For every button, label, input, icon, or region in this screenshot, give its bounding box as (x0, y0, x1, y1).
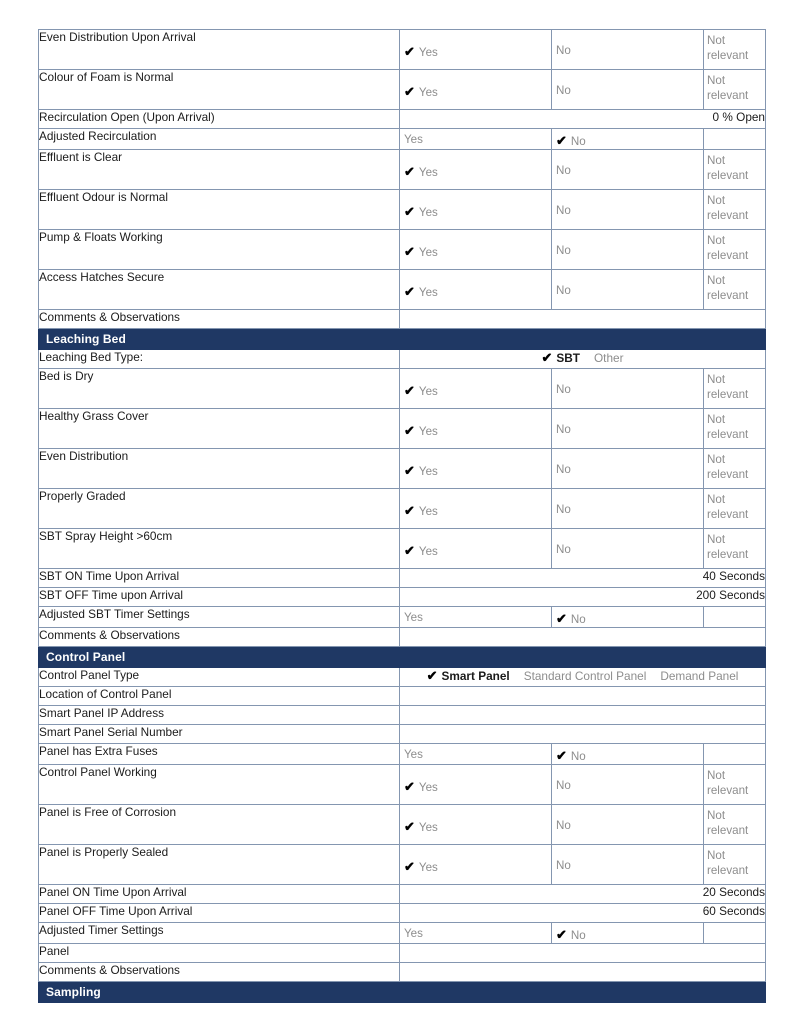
option-label: relevant (707, 168, 749, 182)
option-content (400, 369, 551, 399)
option-label: Not (707, 74, 726, 87)
option-no[interactable] (552, 229, 704, 269)
option-label: Not (707, 848, 726, 862)
option-content (704, 805, 765, 839)
checkmark-icon: ✔ (541, 349, 553, 365)
option-content (704, 765, 765, 799)
option-yes[interactable] (400, 30, 552, 70)
option-content (400, 765, 551, 795)
option-label: No (570, 612, 586, 626)
option-no[interactable] (552, 30, 704, 70)
option-content (400, 744, 551, 762)
table-row (39, 229, 766, 269)
row-value[interactable]: 40 Seconds (400, 568, 766, 587)
option-no[interactable] (552, 488, 704, 528)
option-content (704, 230, 765, 264)
option-label: Not (707, 193, 726, 207)
option-label: Yes (418, 860, 438, 874)
option-content (704, 369, 765, 403)
row-label: Panel is Properly Sealed (39, 844, 400, 884)
option-content (704, 30, 765, 64)
option-yes[interactable] (400, 149, 552, 189)
choice-option[interactable] (660, 669, 738, 683)
option-yes[interactable] (400, 368, 552, 408)
table-row (39, 568, 766, 587)
row-input[interactable] (400, 962, 766, 981)
option-content (400, 529, 551, 559)
row-label: Comments & Observations (39, 627, 400, 646)
option-content (400, 607, 551, 625)
option-label: Yes (418, 86, 438, 99)
option-label: Yes (418, 504, 438, 518)
option-content (400, 805, 551, 835)
option-label: relevant (707, 288, 749, 302)
option-label: Yes (418, 46, 438, 59)
option-label: No (556, 203, 571, 217)
row-input[interactable] (400, 309, 766, 328)
option-no[interactable] (552, 70, 704, 110)
checkmark-icon: ✔ (404, 502, 415, 518)
option-label: Yes (404, 747, 423, 761)
section-header-row (39, 981, 766, 1002)
option-yes[interactable] (400, 189, 552, 229)
table-row (39, 30, 766, 70)
option-content (552, 30, 703, 58)
option-label: No (556, 542, 571, 556)
option-content (400, 270, 551, 300)
option-content (552, 607, 703, 627)
option-content (552, 70, 703, 98)
inspection-checklist-table (38, 29, 766, 1003)
table-row (39, 705, 766, 724)
option-content (400, 30, 551, 60)
option-content (400, 923, 551, 941)
option-yes[interactable] (400, 844, 552, 884)
table-row (39, 724, 766, 743)
checkmark-icon: ✔ (404, 382, 415, 398)
option-label: No (570, 749, 586, 763)
row-label: Adjusted Timer Settings (39, 922, 400, 943)
table-row (39, 743, 766, 764)
row-label: Location of Control Panel (39, 686, 400, 705)
row-input[interactable] (400, 724, 766, 743)
option-label: Not (707, 153, 726, 167)
option-label: Yes (418, 165, 438, 179)
option-yes[interactable] (400, 269, 552, 309)
option-not-relevant[interactable] (704, 528, 766, 568)
row-label: Pump & Floats Working (39, 229, 400, 269)
option-no[interactable] (552, 448, 704, 488)
table-row (39, 269, 766, 309)
option-not-relevant[interactable] (704, 229, 766, 269)
row-value[interactable]: 60 Seconds (400, 903, 766, 922)
table-row (39, 70, 766, 110)
choice-label: Standard Control Panel (523, 668, 647, 683)
option-content (400, 129, 551, 147)
option-label: No (556, 283, 571, 297)
table-row (39, 309, 766, 328)
option-yes[interactable] (400, 743, 552, 764)
checkmark-icon: ✔ (404, 44, 415, 59)
option-content (400, 409, 551, 439)
option-yes[interactable] (400, 408, 552, 448)
option-label: Yes (418, 424, 438, 438)
option-content (704, 409, 765, 443)
option-yes[interactable] (400, 129, 552, 150)
option-content (704, 190, 765, 224)
checkmark-icon: ✔ (556, 133, 567, 148)
option-content (552, 765, 703, 793)
checkmark-icon: ✔ (404, 422, 415, 438)
table-row (39, 903, 766, 922)
option-label: No (556, 778, 571, 792)
option-content (552, 805, 703, 833)
choice-option[interactable] (594, 351, 624, 365)
section-header-row (39, 328, 766, 349)
row-label: Control Panel Type (39, 667, 400, 686)
option-yes[interactable] (400, 528, 552, 568)
option-label: relevant (707, 88, 749, 102)
option-content (552, 270, 703, 298)
choice-option[interactable] (524, 669, 647, 683)
table-row (39, 627, 766, 646)
option-content (552, 230, 703, 258)
option-label: relevant (707, 48, 749, 62)
checkmark-icon: ✔ (556, 610, 567, 626)
option-content (552, 744, 703, 764)
option-label: Yes (418, 384, 438, 398)
option-content (400, 230, 551, 260)
option-not-relevant[interactable] (704, 30, 766, 70)
table-row (39, 189, 766, 229)
option-content (400, 70, 551, 100)
option-label: Not (707, 492, 726, 506)
table-row (39, 884, 766, 903)
row-label: Healthy Grass Cover (39, 408, 400, 448)
checkmark-icon: ✔ (404, 818, 415, 834)
checkmark-icon: ✔ (426, 667, 438, 683)
option-label: Yes (418, 544, 438, 558)
option-content (552, 150, 703, 178)
option-empty[interactable] (704, 922, 766, 943)
table-row (39, 962, 766, 981)
option-not-relevant[interactable] (704, 488, 766, 528)
checkmark-icon: ✔ (556, 926, 567, 942)
row-input[interactable] (400, 943, 766, 962)
option-no[interactable] (552, 844, 704, 884)
option-label: No (556, 243, 571, 257)
option-no[interactable] (552, 922, 704, 943)
option-yes[interactable] (400, 488, 552, 528)
option-label: Not (707, 768, 726, 782)
table-row (39, 667, 766, 686)
row-label: Effluent is Clear (39, 149, 400, 189)
table-row (39, 368, 766, 408)
option-label: Not (707, 412, 726, 426)
checkmark-icon: ✔ (404, 203, 415, 219)
checkmark-icon: ✔ (404, 243, 415, 259)
option-no[interactable] (552, 528, 704, 568)
option-content (704, 270, 765, 304)
option-yes[interactable] (400, 804, 552, 844)
option-label: Yes (418, 245, 438, 259)
option-label: No (556, 163, 571, 177)
table-row (39, 686, 766, 705)
row-label: Leaching Bed Type: (39, 349, 400, 368)
row-label: Panel OFF Time Upon Arrival (39, 903, 400, 922)
option-not-relevant[interactable] (704, 408, 766, 448)
option-label: Yes (418, 820, 438, 834)
table-row (39, 943, 766, 962)
option-no[interactable] (552, 804, 704, 844)
option-label: No (556, 84, 571, 97)
option-label: Yes (404, 610, 423, 624)
row-label: Panel (39, 943, 400, 962)
option-label: No (556, 422, 571, 436)
option-not-relevant[interactable] (704, 70, 766, 110)
option-label: No (556, 502, 571, 516)
table-row (39, 804, 766, 844)
option-yes[interactable] (400, 229, 552, 269)
option-label: relevant (707, 783, 749, 797)
row-label: Control Panel Working (39, 764, 400, 804)
row-label: Panel is Free of Corrosion (39, 804, 400, 844)
option-no[interactable] (552, 189, 704, 229)
section-header-row (39, 646, 766, 667)
option-label: Not (707, 452, 726, 466)
option-no[interactable] (552, 129, 704, 150)
checkmark-icon: ✔ (404, 542, 415, 558)
option-label: relevant (707, 823, 749, 837)
row-label: Colour of Foam is Normal (39, 70, 400, 110)
option-label: Not (707, 34, 726, 47)
choice-option[interactable] (427, 669, 510, 683)
option-content (400, 845, 551, 875)
row-label: Smart Panel IP Address (39, 705, 400, 724)
option-not-relevant[interactable] (704, 149, 766, 189)
option-content (552, 190, 703, 218)
row-label: Even Distribution (39, 448, 400, 488)
row-label: Smart Panel Serial Number (39, 724, 400, 743)
option-empty[interactable] (704, 129, 766, 150)
row-value[interactable]: 20 Seconds (400, 884, 766, 903)
row-input[interactable] (400, 686, 766, 705)
option-not-relevant[interactable] (704, 764, 766, 804)
row-label: Panel ON Time Upon Arrival (39, 884, 400, 903)
option-no[interactable] (552, 149, 704, 189)
row-input[interactable] (400, 705, 766, 724)
checkmark-icon: ✔ (556, 747, 567, 763)
option-content (400, 190, 551, 220)
option-label: Yes (418, 780, 438, 794)
table-row (39, 528, 766, 568)
option-label: Yes (418, 205, 438, 219)
option-not-relevant[interactable] (704, 844, 766, 884)
option-label: relevant (707, 863, 749, 877)
section-header-label: Control Panel (39, 646, 766, 667)
option-yes[interactable] (400, 764, 552, 804)
checkmark-icon: ✔ (404, 163, 415, 179)
option-content (704, 845, 765, 879)
option-no[interactable] (552, 368, 704, 408)
checkmark-icon: ✔ (404, 84, 415, 99)
option-not-relevant[interactable] (704, 804, 766, 844)
table-row (39, 587, 766, 606)
checkmark-icon: ✔ (404, 462, 415, 478)
option-label: Yes (404, 133, 423, 146)
row-label: SBT OFF Time upon Arrival (39, 587, 400, 606)
row-value[interactable]: 200 Seconds (400, 587, 766, 606)
checklist-body (39, 30, 766, 1003)
section-header-label: Sampling (39, 981, 766, 1002)
option-label: relevant (707, 547, 749, 561)
option-content (552, 129, 703, 149)
option-content (704, 70, 765, 104)
option-label: Not (707, 372, 726, 386)
option-label: No (556, 858, 571, 872)
option-content (704, 529, 765, 563)
option-label: Yes (418, 464, 438, 478)
option-content (400, 449, 551, 479)
table-row (39, 349, 766, 368)
row-label: Bed is Dry (39, 368, 400, 408)
option-yes[interactable] (400, 70, 552, 110)
option-label: Yes (404, 926, 423, 940)
checkmark-icon: ✔ (404, 283, 415, 299)
option-content (552, 845, 703, 873)
option-label: No (556, 462, 571, 476)
option-content (400, 150, 551, 180)
option-no[interactable] (552, 606, 704, 627)
option-yes[interactable] (400, 448, 552, 488)
option-content (552, 489, 703, 517)
option-content (552, 923, 703, 943)
row-label: Access Hatches Secure (39, 269, 400, 309)
option-label: No (570, 928, 586, 942)
table-row (39, 488, 766, 528)
checkmark-icon: ✔ (404, 778, 415, 794)
option-yes[interactable] (400, 922, 552, 943)
option-label: No (570, 135, 586, 148)
option-label: Not (707, 532, 726, 546)
option-label: relevant (707, 208, 749, 222)
option-label: Not (707, 273, 726, 287)
table-row (39, 922, 766, 943)
option-label: relevant (707, 248, 749, 262)
table-row (39, 764, 766, 804)
table-row (39, 448, 766, 488)
option-content (704, 150, 765, 184)
option-yes[interactable] (400, 606, 552, 627)
option-no[interactable] (552, 269, 704, 309)
option-label: relevant (707, 507, 749, 521)
table-row (39, 408, 766, 448)
row-label: Adjusted SBT Timer Settings (39, 606, 400, 627)
option-label: relevant (707, 387, 749, 401)
option-not-relevant[interactable] (704, 189, 766, 229)
row-label: Comments & Observations (39, 309, 400, 328)
option-no[interactable] (552, 764, 704, 804)
option-content (552, 449, 703, 477)
table-row (39, 606, 766, 627)
option-label: Not (707, 233, 726, 247)
option-label: relevant (707, 467, 749, 481)
row-label: Panel has Extra Fuses (39, 743, 400, 764)
option-not-relevant[interactable] (704, 368, 766, 408)
table-row (39, 149, 766, 189)
row-label: SBT Spray Height >60cm (39, 528, 400, 568)
option-label: Not (707, 808, 726, 822)
row-label: Comments & Observations (39, 962, 400, 981)
option-label: No (556, 818, 571, 832)
option-content (704, 449, 765, 483)
row-label: Properly Graded (39, 488, 400, 528)
option-label: No (556, 44, 571, 57)
choice-option[interactable] (541, 351, 580, 365)
option-not-relevant[interactable] (704, 269, 766, 309)
section-header-label: Leaching Bed (39, 328, 766, 349)
row-value[interactable]: 0 % Open (400, 110, 766, 129)
option-label: Yes (418, 285, 438, 299)
choice-label: SBT (556, 350, 580, 365)
table-row (39, 129, 766, 150)
row-choice[interactable] (400, 667, 766, 686)
row-label: Recirculation Open (Upon Arrival) (39, 110, 400, 129)
option-content (400, 489, 551, 519)
option-label: relevant (707, 427, 749, 441)
checkmark-icon: ✔ (404, 858, 415, 874)
option-content (552, 529, 703, 557)
option-empty[interactable] (704, 743, 766, 764)
row-input[interactable] (400, 627, 766, 646)
row-label: Even Distribution Upon Arrival (39, 30, 400, 70)
option-content (552, 409, 703, 437)
option-empty[interactable] (704, 606, 766, 627)
choice-label: Other (594, 350, 624, 365)
row-label: SBT ON Time Upon Arrival (39, 568, 400, 587)
choice-label: Smart Panel (441, 668, 510, 683)
choice-label: Demand Panel (660, 668, 739, 683)
row-label: Adjusted Recirculation (39, 129, 400, 150)
option-label: No (556, 382, 571, 396)
table-row (39, 844, 766, 884)
row-label: Effluent Odour is Normal (39, 189, 400, 229)
row-choice[interactable] (400, 349, 766, 368)
option-no[interactable] (552, 408, 704, 448)
option-not-relevant[interactable] (704, 448, 766, 488)
option-no[interactable] (552, 743, 704, 764)
option-content (552, 369, 703, 397)
option-content (704, 489, 765, 523)
table-row (39, 110, 766, 129)
